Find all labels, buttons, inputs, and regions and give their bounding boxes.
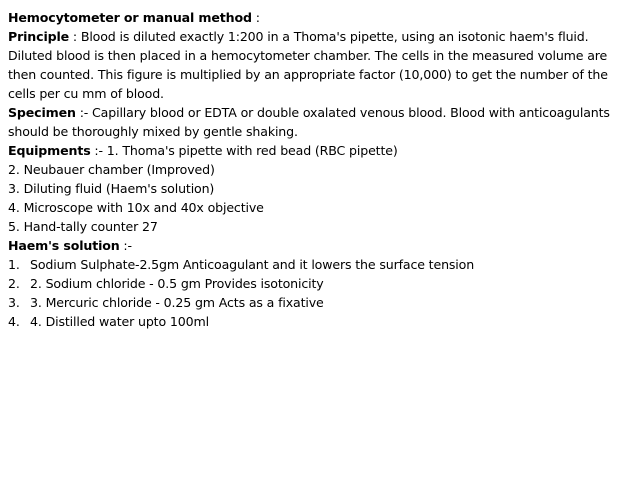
equipment-item: 3. Diluting fluid (Haem's solution) (8, 181, 215, 196)
haems-solution-suffix: :- (119, 238, 132, 253)
haems-list-item (8, 255, 632, 274)
principle-paragraph (8, 27, 632, 103)
list-number: 1. (8, 257, 20, 272)
equipments-first-item: :- 1. Thoma's pipette with red bead (RBC pipette) (90, 143, 398, 158)
heading-suffix: : (251, 10, 260, 25)
haems-list-item (8, 312, 632, 331)
haems-list-item (8, 274, 632, 293)
list-text: 4. Distilled water upto 100ml (30, 314, 209, 329)
list-number: 3. (8, 295, 20, 310)
heading-line (8, 8, 632, 27)
specimen-paragraph (8, 103, 632, 141)
list-number: 4. (8, 314, 20, 329)
equipment-item: 2. Neubauer chamber (Improved) (8, 162, 215, 177)
equipment-item: 4. Microscope with 10x and 40x objective (8, 200, 264, 215)
slide-text-body (8, 8, 632, 331)
list-text: Sodium Sulphate-2.5gm Anticoagulant and it lowers the surface tension (30, 257, 475, 272)
specimen-text: :- Capillary blood or EDTA or double oxalated venous blood. Blood with anticoagulants should be thoroughly mixed by gentle shaking. (8, 105, 610, 139)
equipment-item: 5. Hand-tally counter 27 (8, 219, 158, 234)
equipments-line (8, 141, 632, 160)
haems-solution-label: Haem's solution (8, 238, 120, 253)
list-text: 2. Sodium chloride - 0.5 gm Provides isotonicity (30, 276, 324, 291)
haems-list-item (8, 293, 632, 312)
list-text: 3. Mercuric chloride - 0.25 gm Acts as a fixative (30, 295, 324, 310)
heading-title: Hemocytometer or manual method (8, 10, 252, 25)
equipments-label: Equipments (8, 143, 91, 158)
principle-text: : Blood is diluted exactly 1:200 in a Thoma's pipette, using an isotonic haem's fluid. Diluted blood is then placed in a hemocytometer chamber. The cells in the measured volume are then counted. This figure is multiplied by an appropriate factor (10,000) to get the number of the cells per cu mm of blood. (8, 29, 608, 101)
haems-solution-heading (8, 236, 632, 255)
principle-label: Principle (8, 29, 70, 44)
list-number: 2. (8, 276, 20, 291)
specimen-label: Specimen (8, 105, 76, 120)
